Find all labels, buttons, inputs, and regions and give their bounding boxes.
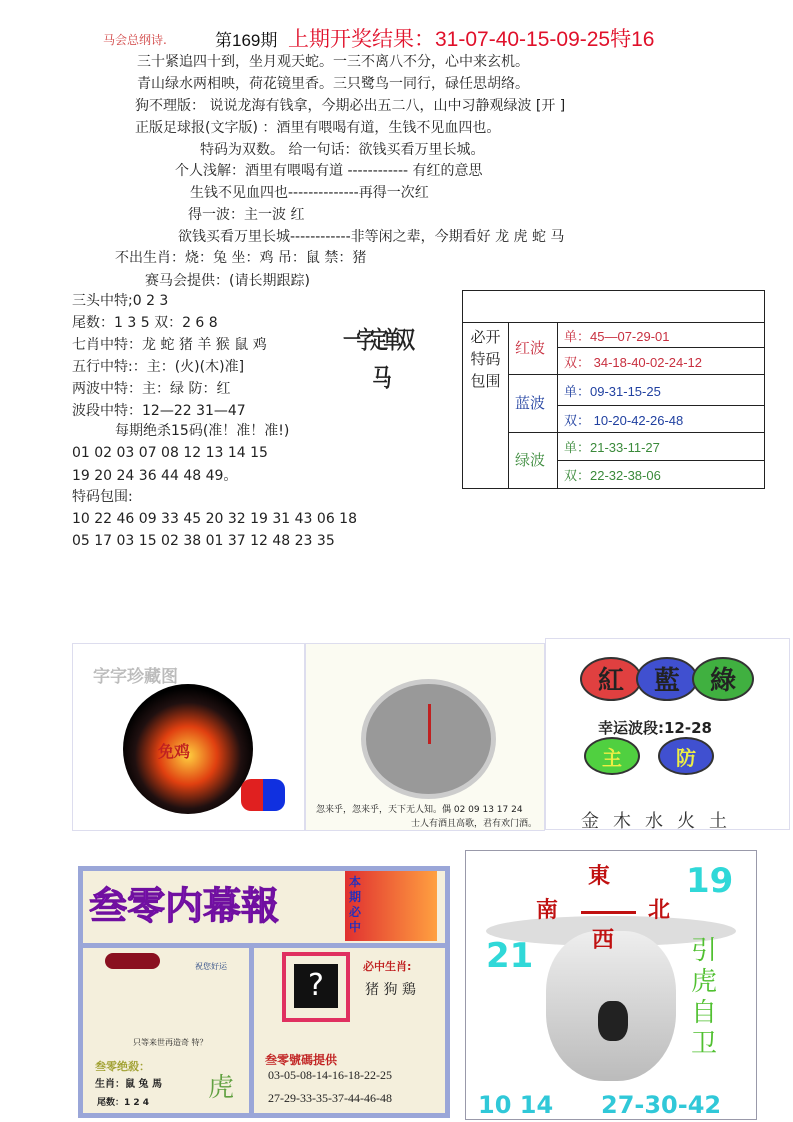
list-item: 七肖中特：龙 蛇 猪 羊 猴 鼠 鸡 [72, 337, 267, 353]
text-line: 狗不理版： 说说龙海有钱拿，今期必出五二八，山中习静观绿波 [开 ] [135, 98, 566, 114]
red-bubble: 紅 [580, 657, 642, 701]
list-item: 两波中特：主：绿 防：红 [72, 381, 231, 397]
img1-center: 免鸡 [158, 742, 191, 761]
red-wave-label: 红波 [509, 323, 558, 375]
last-result: 上期开奖结果：31-07-40-15-09-25特16 [288, 28, 655, 51]
issue-number: 第169期 [215, 31, 278, 50]
north-label: 北 [648, 898, 671, 923]
list-item: 特码包围: [72, 489, 133, 505]
single-double-pick: 马 [372, 364, 392, 392]
img4-provide: 叁零號碼提供 [265, 1053, 338, 1067]
list-item: 01 02 03 07 08 12 13 14 15 [72, 445, 268, 461]
wave-colors-image [545, 638, 790, 830]
img4-tips-label: 叁零绝殺： [95, 1060, 150, 1073]
element: 水 [645, 811, 677, 830]
list-item: 波段中特：12—22 31—47 [72, 403, 246, 419]
blue-bubble: 藍 [636, 657, 698, 701]
question-icon: ? [294, 964, 338, 1008]
list-item: 05 17 03 15 02 38 01 37 12 48 23 35 [72, 533, 335, 549]
number-19: 19 [686, 861, 734, 901]
five-elements [581, 807, 741, 830]
img4-hint: 只等来世再造奇 特？ [133, 1038, 208, 1047]
text-line: 赛马会提供：(请长期跟踪) [145, 273, 310, 289]
lucky-range: 幸运波段:12-28 [598, 719, 712, 737]
skull-compass-image [465, 850, 757, 1120]
list-item: 尾数：1 3 5 双：2 6 8 [72, 315, 218, 331]
nums-left: 10 14 [478, 1091, 554, 1119]
text-line: 个人浅解：酒里有喂喝有道 ------------ 有红的意思 [175, 163, 483, 179]
list-item: 每期绝杀15码(准！准！准!) [115, 423, 290, 439]
green-wave-label: 绿波 [509, 433, 558, 489]
poem-line: 青山绿水两相映，荷花镜里香。三只鹭鸟一同行，碌任思胡络。 [137, 76, 529, 92]
img4-must-label: 必中生肖: [363, 960, 412, 973]
img1-title: 字字珍藏图 [93, 667, 178, 687]
zodiac-clock-image [305, 643, 545, 831]
main-bubble: 主 [584, 737, 640, 775]
sanling-newspaper-image [78, 866, 450, 1118]
guard-bubble: 防 [658, 737, 714, 775]
text-line: 特码为双数。 给一句话：欲钱买看万里长城。 [200, 142, 485, 158]
poem-line: 三十紧追四十到，坐月观天蛇。一三不离八不分，心中来玄机。 [137, 54, 529, 70]
slogan: 引虎自卫 [691, 936, 718, 1059]
mystery-box [282, 952, 350, 1022]
img4-zodiac: 生肖：鼠 兔 馬 [95, 1079, 162, 1090]
fire-vortex-image [72, 643, 305, 831]
img2-caption2: 士人有酒且高歌，君有欢门酒。 [411, 819, 538, 829]
list-item: 10 22 46 09 33 45 20 32 19 31 43 06 18 [72, 511, 357, 527]
text-line: 正版足球报(文字版) ：酒里有喂喝有道，生钱不见血四也。 [135, 120, 501, 136]
img4-must: 猪 狗 鶏 [365, 982, 416, 998]
west-label: 西 [592, 928, 615, 953]
text-line: 欲钱买看万里长城------------非等闲之辈，今期看好 龙 虎 蛇 马 [178, 229, 565, 245]
text-line: 不出生肖：烧：兔 坐：鸡 吊：鼠 禁：猪 [115, 250, 367, 266]
red-even: 双： 34-18-40-02-24-12 [558, 348, 765, 375]
red-blue-badge [241, 779, 263, 811]
element: 火 [677, 811, 709, 830]
list-item: 五行中特:：主：(火)(木)准] [72, 359, 245, 375]
single-double-title: 一字定单双 [343, 326, 411, 354]
text-line: 得一波：主一波 红 [188, 207, 305, 223]
img4-title: 叁零内幕報 [89, 884, 280, 928]
blue-wave-label: 蓝波 [509, 375, 558, 433]
img2-caption1: 忽来乎，忽来乎，天下无人知。偶 02 09 13 17 24 [316, 805, 523, 815]
green-odd: 单：21-33-11-27 [558, 433, 765, 461]
east-label: 東 [588, 864, 611, 889]
source-label: 马会总纲诗. [103, 33, 167, 47]
img4-small: 祝您好运 [195, 962, 227, 971]
text-line: 生钱不见血四也--------------再得一次红 [190, 185, 429, 201]
table-title: 必开特码包围 [463, 323, 509, 489]
element: 木 [613, 811, 645, 830]
red-odd: 单：45—07-29-01 [558, 323, 765, 348]
nums-right: 27-30-42 [601, 1091, 722, 1119]
img4-tail: 尾数：1 2 4 [97, 1098, 150, 1108]
special-code-table [462, 290, 765, 489]
blue-odd: 单：09-31-15-25 [558, 375, 765, 406]
tiger-glyph: 虎 [208, 1073, 235, 1103]
number-21: 21 [486, 936, 534, 976]
img4-badge: 本期必中 [349, 875, 362, 934]
list-item: 三头中特;0 2 3 [72, 293, 169, 309]
decor-beads [105, 953, 160, 969]
element: 金 [581, 811, 613, 830]
green-bubble: 綠 [692, 657, 754, 701]
list-item: 19 20 24 36 44 48 49。 [72, 468, 238, 484]
blue-even: 双： 10-20-42-26-48 [558, 406, 765, 433]
img4-nums2: 27-29-33-35-37-44-46-48 [268, 1091, 392, 1105]
south-label: 南 [536, 898, 559, 923]
green-even: 双：22-32-38-06 [558, 461, 765, 489]
element: 土 [709, 811, 741, 830]
img4-nums1: 03-05-08-14-16-18-22-25 [268, 1068, 392, 1082]
